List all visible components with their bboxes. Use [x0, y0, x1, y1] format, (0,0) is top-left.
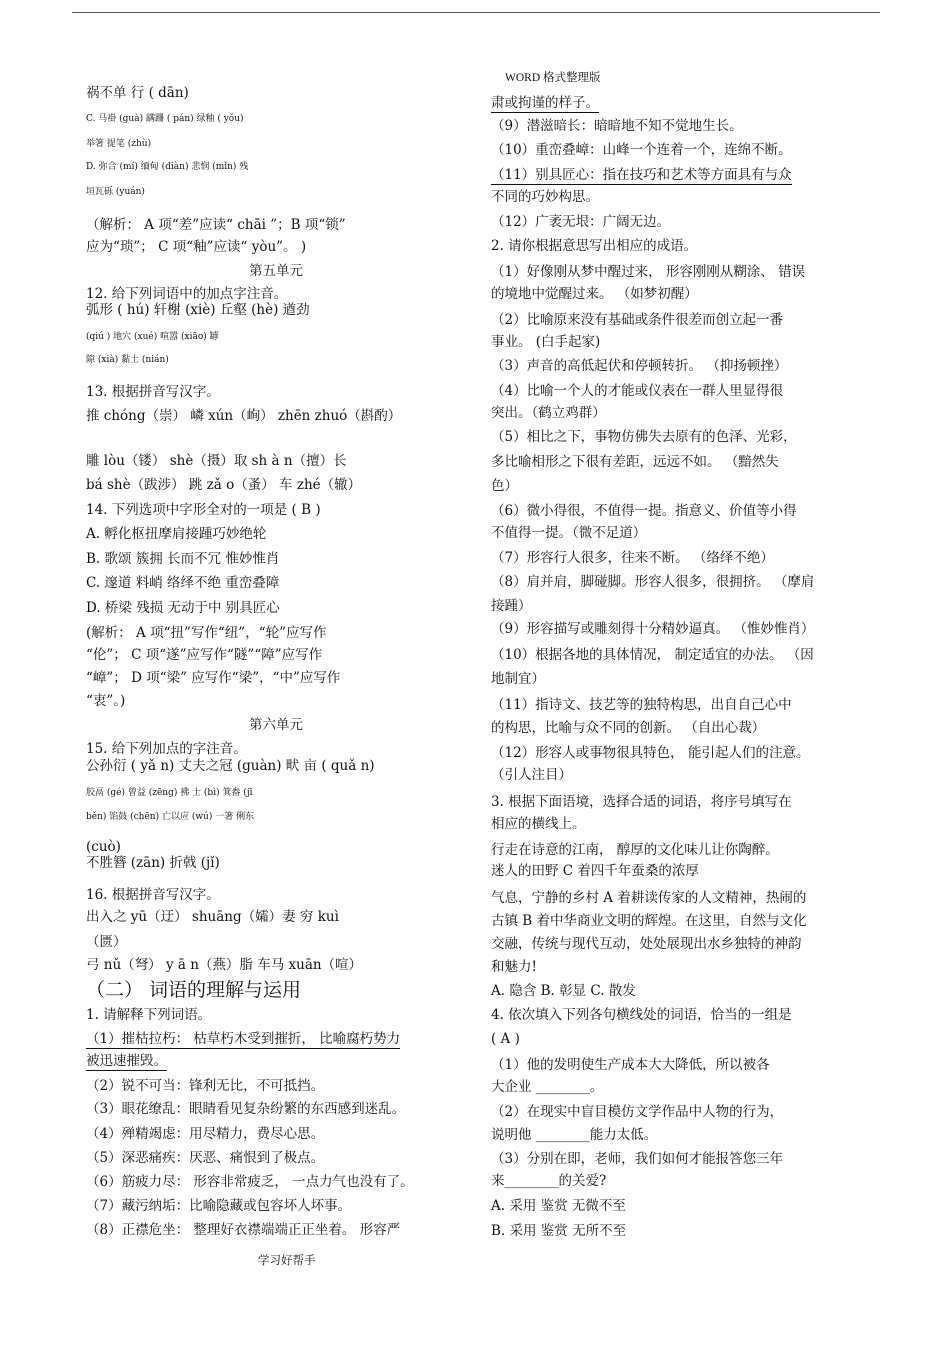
right-text-line: （1）好像刚从梦中醒过来， 形容刚刚从糊涂、 错误: [491, 264, 806, 280]
right-text-line: （8）肩并肩，脚碰脚。形容人很多，很拥挤。 （摩肩: [491, 574, 815, 590]
left-text-line: 举箸 提笔 (zhù): [86, 139, 152, 149]
left-text-line: 12. 给下列词语中的加点字注音。: [86, 286, 288, 302]
left-text-line: 应为“琐”； C 项“釉”应读“ yòu”。 ): [86, 239, 307, 255]
right-text-line: 接踵）: [491, 598, 532, 614]
right-text-line: 相应的横线上。: [491, 816, 586, 832]
right-text-line: 行走在诗意的江南， 醇厚的文化味儿让你陶醉。: [491, 842, 779, 858]
right-text-line: （12）形容人或事物很具特色， 能引起人们的注意。: [491, 745, 810, 761]
right-text-line: （9）形容描写或雕刻得十分精妙逼真。 （惟妙惟肖）: [491, 621, 815, 637]
left-text-line: 垣瓦砾 (yuán): [86, 187, 145, 197]
right-text-line: （12）广袤无垠：广阔无边。: [491, 214, 671, 230]
left-text-line: D. 桥梁 残损 无动于中 别具匠心: [86, 600, 280, 616]
right-text-line: 气息，宁静的乡村 A 着耕读传家的人文精神，热闹的: [491, 890, 807, 906]
right-text-line: B. 采用 鉴赏 无所不至: [491, 1223, 627, 1239]
right-text-line: 色）: [491, 478, 518, 494]
left-text-line: （匮）: [86, 934, 127, 950]
right-text-line: ( A ): [491, 1031, 520, 1047]
left-text-line: “伦”； C 项“遂”应写作“隧”“障”应写作: [86, 647, 323, 663]
left-text-line: 16. 根据拼音写汉字。: [86, 887, 220, 903]
right-text-line: 2. 请你根据意思写出相应的成语。: [491, 238, 698, 254]
right-text-line: 肃或拘谨的样子。: [491, 95, 599, 111]
right-text-line: 迷人的田野 C 着四千年蚕桑的浓厚: [491, 863, 699, 879]
left-text-line: 祸不单 行 ( dān): [86, 85, 189, 101]
left-text-line: C. 邃道 料峭 络绎不绝 重峦叠障: [86, 575, 280, 591]
left-text-line: (解析： A 项“扭”写作“纽”，“轮”应写作: [86, 625, 327, 641]
left-text-line: 推 chóng（崇） 嶙 xún（峋） zhēn zhuó（斟酌）: [86, 408, 402, 424]
right-text-line: 的构思，比喻与众不同的创新。 （自出心裁）: [491, 720, 766, 736]
left-text-line: （7）藏污纳垢：比喻隐藏或包容坏人坏事。: [86, 1198, 352, 1214]
left-text-line: 不胜簪 (zān) 折戟 (jǐ): [86, 855, 220, 871]
left-text-line: běn) 馅鼓 (chēn) 亡以应 (wú) 一箸 俐东: [86, 812, 255, 822]
right-text-line: 说明他 ________能力太低。: [491, 1127, 658, 1143]
right-text-line: A. 采用 鉴赏 无微不至: [491, 1198, 626, 1214]
page-footer: 学习好帮手: [258, 1253, 316, 1267]
right-text-line: （5）相比之下，事物仿佛失去原有的色泽、光彩，: [491, 429, 797, 445]
left-text-line: 13. 根据拼音写汉字。: [86, 384, 220, 400]
left-text-line: 14. 下列选项中字形全对的一项是 ( B ): [86, 502, 321, 518]
right-text-line: 4. 依次填入下列各句横线处的词语，恰当的一组是: [491, 1007, 792, 1023]
right-text-line: 事业。 (白手起家): [491, 334, 601, 350]
left-text-line: 隙 (xià) 黏土 (nián): [86, 355, 169, 365]
left-text-line: （二） 词语的理解与运用: [86, 979, 302, 1001]
right-text-line: 地制宜）: [491, 671, 545, 687]
right-text-line: 古镇 B 着中华商业文明的辉煌。在这里，自然与文化: [491, 913, 807, 929]
right-text-line: A. 隐含 B. 彰显 C. 散发: [491, 983, 636, 999]
left-text-line: 胶鬲 (gé) 曾益 (zēng) 拂 士 (bì) 箕畚 (jī: [86, 788, 253, 798]
left-text-line: A. 孵化枢扭摩肩接踵巧妙绝轮: [86, 526, 267, 542]
right-text-line: 来________的关爱?: [491, 1173, 607, 1189]
left-text-line: D. 弥合 (mí) 缅甸 (diàn) 悲悯 (mǐn) 残: [86, 162, 249, 172]
right-text-line: （6）微小得很，不值得一提。指意义、价值等小得: [491, 503, 797, 519]
left-text-line: C. 马褂 (guà) 蹒跚 ( pán) 绿釉 ( yǒu): [86, 114, 244, 124]
left-text-line: 弧形 ( hú) 轩榭 (xiè) 丘壑 (hè) 遒劲: [86, 302, 310, 318]
left-text-line: 第五单元: [249, 263, 303, 279]
left-text-line: （4）殚精竭虑：用尽精力，费尽心思。: [86, 1126, 325, 1142]
right-text-line: （10）重峦叠嶂：山峰一个连着一个，连绵不断。: [491, 142, 792, 158]
right-text-line: （2）在现实中盲目模仿文学作品中人物的行为，: [491, 1104, 784, 1120]
left-text-line: 15. 给下列加点的字注音。: [86, 741, 247, 757]
right-text-line: 大企业 ________。: [491, 1079, 604, 1095]
left-text-line: 出入之 yū（迂） shuāng（孀）妻 穷 kuì: [86, 909, 339, 925]
right-text-line: 突出。（鹤立鸡群）: [491, 405, 606, 421]
left-text-line: 弓 nǔ（弩） y ā n（燕）脂 车马 xuān（喧）: [86, 957, 363, 973]
right-text-line: （7）形容行人很多，往来不断。 （络绎不绝）: [491, 550, 774, 566]
right-text-line: （3）分别在即，老师，我们如何才能报答您三年: [491, 1151, 784, 1167]
left-text-line: 雕 lòu（镂） shè（摄）取 sh à n（擅）长: [86, 453, 347, 469]
left-text-line: B. 歌颂 簇拥 长而不冗 惟妙惟肖: [86, 551, 280, 567]
right-text-line: 不同的巧妙构思。: [491, 189, 599, 205]
right-text-line: 多比喻相形之下很有差距，远远不如。 （黯然失: [491, 454, 779, 470]
left-text-line: （1）摧枯拉朽： 枯草朽木受到摧折， 比喻腐朽势力: [86, 1031, 401, 1047]
left-text-line: （6）筋疲力尽： 形容非常疲乏， 一点力气也没有了。: [86, 1174, 414, 1190]
right-text-line: 交融，传统与现代互动，处处展现出水乡独特的神韵: [491, 936, 802, 952]
right-text-line: 和魅力!: [491, 959, 537, 975]
right-text-line: （11）指诗文、技艺等的独特构思，出自自己心中: [491, 697, 792, 713]
left-text-line: (qiú ) 地穴 (xué) 喧嚣 (xiāo) 罅: [86, 332, 219, 342]
left-text-line: “嶂”； D 项“梁” 应写作“梁”，“中”应写作: [86, 670, 341, 686]
right-text-line: （9）潜滋暗长：暗暗地不知不觉地生长。: [491, 118, 743, 134]
left-text-line: 公孙衍 ( yǎ n) 丈夫之冠 (guàn) 畎 亩 ( quǎ n): [86, 758, 375, 774]
right-text-line: （10）根据各地的具体情况， 制定适宜的办法。 （因: [491, 647, 814, 663]
right-text-line: （1）他的发明使生产成本大大降低，所以被各: [491, 1057, 770, 1073]
page-header: WORD 格式整理版: [505, 72, 601, 84]
right-text-line: 3. 根据下面语境，选择合适的词语，将序号填写在: [491, 794, 792, 810]
right-text-line: （引人注目）: [491, 767, 572, 783]
left-text-line: bá shè（跋涉） 跳 zǎ o（蚤） 车 zhé（辙）: [86, 477, 362, 493]
left-text-line: 被迅速摧毁。: [86, 1053, 167, 1069]
right-text-line: （4）比喻一个人的才能或仪表在一群人里显得很: [491, 383, 784, 399]
right-text-line: （11）别具匠心：指在技巧和艺术等方面具有与众: [491, 167, 792, 183]
right-text-line: （2）比喻原来没有基础或条件很差而创立起一番: [491, 312, 784, 328]
left-text-line: （2）锐不可当：锋利无比，不可抵挡。: [86, 1078, 325, 1094]
left-text-line: （5）深恶痛疾：厌恶、痛恨到了极点。: [86, 1150, 325, 1166]
left-text-line: （3）眼花缭乱：眼睛看见复杂纷繁的东西感到迷乱。: [86, 1101, 406, 1117]
right-text-line: 不值得一提。（微不足道）: [491, 525, 647, 541]
left-text-line: （解析： A 项“差”应读“ chāi ”；B 项“锁”: [86, 217, 346, 233]
left-text-line: 第六单元: [249, 717, 303, 733]
right-text-line: （3）声音的高低起伏和停顿转折。 （抑扬顿挫）: [491, 358, 788, 374]
top-rule: [72, 12, 880, 13]
left-text-line: （8）正襟危坐： 整理好衣襟端端正正坐着。 形容严: [86, 1222, 401, 1238]
right-text-line: 的境地中觉醒过来。 （如梦初醒）: [491, 286, 698, 302]
left-text-line: “衷”。): [86, 693, 126, 709]
left-text-line: (cuò): [86, 839, 121, 855]
left-text-line: 1. 请解释下列词语。: [86, 1007, 212, 1023]
